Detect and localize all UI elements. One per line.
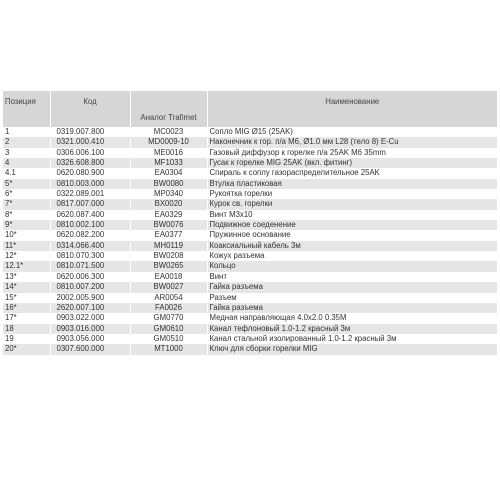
analog-cell: EA0304 (130, 168, 207, 178)
name-cell: Втулка пластиковая (207, 179, 497, 189)
code-cell: 0319.007.800 (50, 127, 130, 137)
position-cell: 20* (3, 344, 50, 354)
table-row (3, 324, 497, 334)
analog-cell: GM0770 (130, 313, 207, 323)
code-cell: 0903.022.000 (50, 313, 130, 323)
analog-cell: EA0018 (130, 272, 207, 282)
code-cell: 0817.007.000 (50, 199, 130, 209)
table-row (3, 189, 497, 199)
code-cell: 0306.006.100 (50, 148, 130, 158)
analog-cell: MF1033 (130, 158, 207, 168)
position-cell: 1 (3, 127, 50, 137)
analog-cell: EA0329 (130, 210, 207, 220)
header-code: Код (50, 91, 130, 127)
table-row (3, 168, 497, 178)
code-cell: 0903.016.000 (50, 324, 130, 334)
table-row (3, 199, 497, 209)
name-cell: Подвижное соеденение (207, 220, 497, 230)
table-row (3, 344, 497, 354)
code-cell: 0620.080.900 (50, 168, 130, 178)
analog-cell: BW0080 (130, 179, 207, 189)
position-cell: 19 (3, 334, 50, 344)
table-row (3, 334, 497, 344)
table-row (3, 220, 497, 230)
name-cell: Канал тефлоновый 1.0-1.2 красный 3м (207, 324, 497, 334)
table-row (3, 272, 497, 282)
table-row (3, 230, 497, 240)
analog-cell: EA0377 (130, 230, 207, 240)
analog-cell: AR0054 (130, 293, 207, 303)
position-cell: 3 (3, 148, 50, 158)
name-cell: Наконечник к гор. п/а М6, Ø1.0 мм L28 (тело 8) E-Cu (207, 137, 497, 147)
code-cell: 0810.070.300 (50, 251, 130, 261)
code-cell: 0314.066.400 (50, 241, 130, 251)
table-row (3, 313, 497, 323)
table-row (3, 261, 497, 271)
header-row (3, 91, 497, 127)
name-cell: Винт M3x10 (207, 210, 497, 220)
name-cell: Газовый диффузор к горелке п/а 25AK M6 35mm (207, 148, 497, 158)
position-cell: 15* (3, 293, 50, 303)
name-cell: Сопло MIG Ø15 (25AK) (207, 127, 497, 137)
code-cell: 0810.003.000 (50, 179, 130, 189)
analog-cell: BX0020 (130, 199, 207, 209)
analog-cell: MH0119 (130, 241, 207, 251)
table-row (3, 282, 497, 292)
analog-cell: BW0027 (130, 282, 207, 292)
analog-cell: BW0265 (130, 261, 207, 271)
table-row (3, 137, 497, 147)
header-position: Позиция (3, 91, 50, 127)
code-cell: 0321.000.410 (50, 137, 130, 147)
position-cell: 4 (3, 158, 50, 168)
code-cell: 0810.071.500 (50, 261, 130, 271)
position-cell: 9* (3, 220, 50, 230)
position-cell: 4.1 (3, 168, 50, 178)
parts-table (3, 91, 497, 355)
code-cell: 0620.006.300 (50, 272, 130, 282)
analog-cell: GM0610 (130, 324, 207, 334)
table-row (3, 179, 497, 189)
position-cell: 11* (3, 241, 50, 251)
name-cell: Канал стальной изолированный 1.0-1.2 красный 3м (207, 334, 497, 344)
position-cell: 2 (3, 137, 50, 147)
name-cell: Гусак к горелке MIG 25AK (вкл. фитинг) (207, 158, 497, 168)
analog-cell: BW0208 (130, 251, 207, 261)
position-cell: 14* (3, 282, 50, 292)
position-cell: 17* (3, 313, 50, 323)
name-cell: Курок св. горелки (207, 199, 497, 209)
analog-cell: FA0026 (130, 303, 207, 313)
name-cell: Кольцо (207, 261, 497, 271)
position-cell: 18 (3, 324, 50, 334)
position-cell: 13* (3, 272, 50, 282)
code-cell: 0326.608.800 (50, 158, 130, 168)
analog-cell: MT1000 (130, 344, 207, 354)
table-row (3, 303, 497, 313)
code-cell: 0322.089.001 (50, 189, 130, 199)
position-cell: 12* (3, 251, 50, 261)
code-cell: 0903.056.000 (50, 334, 130, 344)
analog-cell: ME0016 (130, 148, 207, 158)
name-cell: Спираль к соплу газораспределительное 25AK (207, 168, 497, 178)
code-cell: 2002.005.900 (50, 293, 130, 303)
name-cell: Медная направляющая 4.0x2.0 0.35M (207, 313, 497, 323)
code-cell: 0307.600.000 (50, 344, 130, 354)
name-cell: Винт (207, 272, 497, 282)
name-cell: Кожух разъема (207, 251, 497, 261)
analog-cell: MD0009-10 (130, 137, 207, 147)
position-cell: 7* (3, 199, 50, 209)
name-cell: Пружинное основание (207, 230, 497, 240)
table-row (3, 293, 497, 303)
name-cell: Рукоятка горелки (207, 189, 497, 199)
analog-cell: MC0023 (130, 127, 207, 137)
code-cell: 0620.082.200 (50, 230, 130, 240)
name-cell: Гайка разъема (207, 282, 497, 292)
position-cell: 5* (3, 179, 50, 189)
code-cell: 0620.087.400 (50, 210, 130, 220)
analog-cell: BW0076 (130, 220, 207, 230)
header-name: Наименование (207, 91, 497, 127)
table-body (3, 127, 497, 355)
analog-cell: MP0340 (130, 189, 207, 199)
table-row (3, 127, 497, 137)
name-cell: Гайка разъема (207, 303, 497, 313)
code-cell: 0810.007.200 (50, 282, 130, 292)
position-cell: 8* (3, 210, 50, 220)
position-cell: 6* (3, 189, 50, 199)
name-cell: Коаксиальный кабель 3м (207, 241, 497, 251)
name-cell: Ключ для сборки горелки MIG (207, 344, 497, 354)
position-cell: 10* (3, 230, 50, 240)
table-row (3, 148, 497, 158)
table-row (3, 241, 497, 251)
position-cell: 12.1* (3, 261, 50, 271)
header-analog: Аналог Trafimet (130, 91, 207, 127)
table-row (3, 210, 497, 220)
position-cell: 16* (3, 303, 50, 313)
code-cell: 0810.002.100 (50, 220, 130, 230)
table-row (3, 251, 497, 261)
table-row (3, 158, 497, 168)
code-cell: 2620.007.100 (50, 303, 130, 313)
name-cell: Разъем (207, 293, 497, 303)
analog-cell: GM0510 (130, 334, 207, 344)
